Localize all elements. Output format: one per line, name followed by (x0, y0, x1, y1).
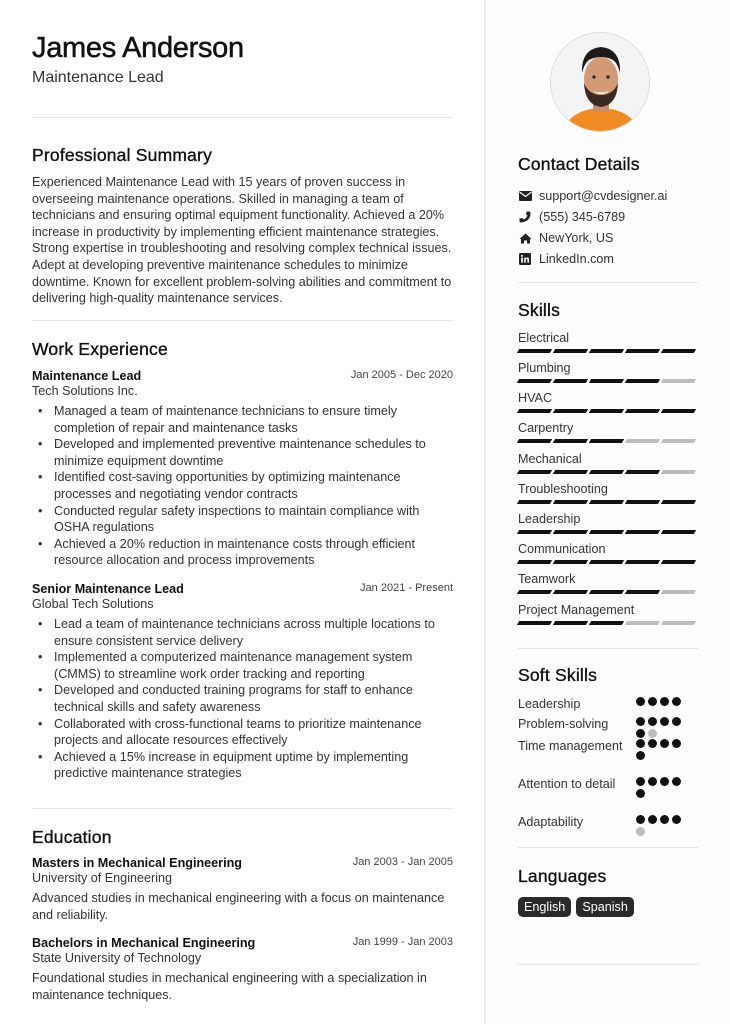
skill-level-bar (518, 409, 698, 413)
contact-location-text: NewYork, US (539, 231, 614, 245)
education-entry (32, 936, 453, 1003)
soft-skill-item (518, 814, 698, 831)
skill-bar-segment (553, 560, 588, 564)
skill-bar-segment (661, 621, 696, 625)
bullet-item: • Conducted regular safety inspections to maintain compliance with OSHA regulations (32, 503, 453, 536)
soft-skill-item (518, 716, 698, 733)
soft-skill-name: Attention to detail (518, 777, 616, 791)
skill-name: Project Management (518, 603, 635, 617)
skill-bar-segment (661, 500, 696, 504)
job-bullets (32, 616, 453, 782)
skill-bar-segment (553, 470, 588, 474)
skill-bar-segment (553, 530, 588, 534)
soft-skill-name: Time management (518, 739, 623, 753)
rating-dot (648, 739, 657, 748)
skill-name: Teamwork (518, 572, 576, 586)
rating-dot (636, 789, 645, 798)
skill-bar-segment (553, 439, 588, 443)
skill-bar-segment (661, 590, 696, 594)
degree: Bachelors in Mechanical Engineering (32, 936, 256, 950)
bullet-item: • Collaborated with cross-functional teams to prioritize maintenance projects and allocate resources effectively (32, 716, 453, 749)
contact-heading: Contact Details (518, 154, 640, 174)
skill-level-bar (518, 470, 698, 474)
soft-skills-heading: Soft Skills (518, 665, 598, 685)
skill-level-bar (518, 621, 698, 625)
skill-bar-segment (517, 349, 552, 353)
sidebar (486, 0, 730, 1024)
language-badge: Spanish (576, 897, 634, 917)
skill-bar-segment (589, 560, 624, 564)
rating-dot (660, 815, 669, 824)
job-dates: Jan 2021 - Present (360, 582, 453, 594)
rating-dot (648, 717, 657, 726)
skill-name: Communication (518, 542, 606, 556)
job-entry (32, 369, 453, 569)
education-heading: Education (32, 827, 112, 847)
skill-level-bar (518, 349, 698, 353)
skill-bar-segment (661, 379, 696, 383)
education-entry (32, 856, 453, 923)
skill-bar-segment (589, 621, 624, 625)
skill-item (518, 542, 698, 564)
skill-item (518, 603, 698, 625)
skill-bar-segment (625, 621, 660, 625)
skill-level-bar (518, 500, 698, 504)
degree: Masters in Mechanical Engineering (32, 856, 242, 870)
rating-dot (636, 717, 645, 726)
soft-skill-item (518, 738, 698, 755)
languages-list (518, 897, 634, 917)
skill-level-bar (518, 439, 698, 443)
soft-skill-rating (636, 697, 688, 706)
rating-dot (672, 815, 681, 824)
contact-location (518, 230, 613, 246)
skill-bar-segment (625, 379, 660, 383)
job-entry (32, 582, 453, 782)
contact-divider (518, 282, 698, 283)
rating-dot (636, 777, 645, 786)
soft-skill-item (518, 776, 698, 793)
skill-bar-segment (553, 409, 588, 413)
skill-item (518, 421, 698, 443)
skill-item (518, 331, 698, 353)
skill-bar-segment (589, 409, 624, 413)
rating-dot (636, 729, 645, 738)
skill-item (518, 482, 698, 504)
bullet-item: • Implemented a computerized maintenance management system (CMMS) to streamline work order tracking and reporting (32, 649, 453, 682)
soft-skill-item (518, 696, 698, 713)
soft-skill-rating (636, 815, 688, 836)
skill-bar-segment (625, 560, 660, 564)
skill-bar-segment (589, 379, 624, 383)
skill-bar-segment (589, 590, 624, 594)
language-badge: English (518, 897, 571, 917)
skills-divider (518, 648, 698, 649)
skill-bar-segment (625, 349, 660, 353)
rating-dot (660, 739, 669, 748)
skill-bar-segment (517, 590, 552, 594)
skill-bar-segment (661, 409, 696, 413)
sidebar-content (518, 0, 698, 1024)
skill-name: HVAC (518, 391, 553, 405)
contact-email[interactable] (518, 188, 667, 204)
education-dates: Jan 1999 - Jan 2003 (352, 936, 453, 948)
experience-divider (32, 808, 453, 809)
envelope-icon (518, 189, 532, 203)
contact-email-text: support@cvdesigner.ai (539, 189, 668, 203)
experience-heading: Work Experience (32, 339, 168, 359)
bullet-item: • Achieved a 20% reduction in maintenance costs through efficient resource allocation and process improvements (32, 536, 453, 569)
bullet-item: • Developed and implemented preventive maintenance schedules to minimize equipment downtime (32, 436, 453, 469)
skill-level-bar (518, 379, 698, 383)
skill-bar-segment (661, 530, 696, 534)
soft-skill-rating (636, 717, 688, 738)
rating-dot (672, 697, 681, 706)
home-icon (518, 231, 532, 245)
soft-skill-name: Problem-solving (518, 717, 609, 731)
skill-bar-segment (517, 560, 552, 564)
bullet-item: • Identified cost-saving opportunities by optimizing maintenance processes and negotiating vendor contracts (32, 469, 453, 502)
rating-dot (672, 739, 681, 748)
summary-divider (32, 320, 453, 321)
skill-bar-segment (625, 500, 660, 504)
skill-item (518, 512, 698, 534)
skill-name: Mechanical (518, 452, 582, 466)
skill-item (518, 452, 698, 474)
rating-dot (648, 777, 657, 786)
skill-bar-segment (553, 500, 588, 504)
rating-dot (648, 697, 657, 706)
rating-dot (636, 827, 645, 836)
skill-bar-segment (517, 500, 552, 504)
rating-dot (648, 815, 657, 824)
skill-name: Troubleshooting (518, 482, 608, 496)
skill-bar-segment (625, 439, 660, 443)
skill-bar-segment (625, 590, 660, 594)
rating-dot (648, 729, 657, 738)
soft-skill-rating (636, 777, 688, 798)
rating-dot (672, 777, 681, 786)
summary-heading: Professional Summary (32, 145, 213, 165)
skill-level-bar (518, 530, 698, 534)
candidate-title: Maintenance Lead (32, 69, 164, 86)
skill-name: Carpentry (518, 421, 574, 435)
job-company: Global Tech Solutions (32, 597, 154, 611)
rating-dot (660, 697, 669, 706)
skill-bar-segment (661, 439, 696, 443)
skill-bar-segment (517, 439, 552, 443)
rating-dot (672, 717, 681, 726)
school: University of Engineering (32, 871, 173, 885)
rating-dot (636, 739, 645, 748)
education-description: Advanced studies in mechanical engineering with a focus on maintenance and reliability. (32, 891, 445, 922)
skill-bar-segment (589, 500, 624, 504)
rating-dot (660, 777, 669, 786)
skill-bar-segment (553, 621, 588, 625)
skill-item (518, 572, 698, 594)
bullet-item: • Achieved a 15% increase in equipment uptime by implementing predictive maintenance strategies (32, 749, 453, 782)
soft-skill-name: Leadership (518, 697, 581, 711)
job-bullets (32, 403, 453, 569)
skill-bar-segment (517, 470, 552, 474)
skill-bar-segment (589, 470, 624, 474)
job-company: Tech Solutions Inc. (32, 384, 138, 398)
skill-item (518, 391, 698, 413)
skill-bar-segment (553, 379, 588, 383)
skill-bar-segment (589, 349, 624, 353)
skill-bar-segment (661, 560, 696, 564)
rating-dot (636, 815, 645, 824)
skill-bar-segment (517, 621, 552, 625)
candidate-name: James Anderson (32, 32, 244, 64)
phone-icon (518, 210, 532, 224)
job-dates: Jan 2005 - Dec 2020 (350, 369, 453, 381)
skill-bar-segment (625, 470, 660, 474)
rating-dot (636, 751, 645, 760)
contact-phone[interactable] (518, 209, 625, 225)
bullet-item: • Lead a team of maintenance technicians across multiple locations to ensure consistent service delivery (32, 616, 453, 649)
languages-heading: Languages (518, 866, 607, 886)
skill-bar-segment (625, 530, 660, 534)
contact-linkedin[interactable] (518, 251, 614, 267)
rating-dot (660, 717, 669, 726)
skill-bar-segment (517, 379, 552, 383)
skill-level-bar (518, 590, 698, 594)
summary-text: Experienced Maintenance Lead with 15 years of proven success in overseeing maintenance operations. Skilled in managing a team of technicians and ensuring optimal equipment functionality. Achieved a 20% increase in productivity by implementing efficient maintenance strategies. Strong expertise in troubleshooting and resolving complex technical issues. Adept at developing preventive maintenance schedules to minimize downtime. Known for excellent problem-solving abilities and commitment to delivering high-quality maintenance services. (32, 175, 452, 306)
contact-phone-text: (555) 345-6789 (539, 210, 626, 224)
skill-bar-segment (553, 590, 588, 594)
bullet-item: • Developed and conducted training programs for staff to enhance technical skills and safety awareness (32, 682, 453, 715)
linkedin-icon (518, 252, 532, 266)
skill-bar-segment (517, 530, 552, 534)
soft-skills-divider (518, 847, 698, 848)
education-description: Foundational studies in mechanical engineering with a specialization in maintenance techniques. (32, 971, 427, 1002)
skill-bar-segment (661, 349, 696, 353)
job-title: Senior Maintenance Lead (32, 582, 184, 596)
skill-bar-segment (625, 409, 660, 413)
education-dates: Jan 2003 - Jan 2005 (352, 856, 453, 868)
skill-bar-segment (589, 439, 624, 443)
skill-bar-segment (553, 349, 588, 353)
skill-level-bar (518, 560, 698, 564)
skill-bar-segment (517, 409, 552, 413)
header-divider (32, 117, 453, 118)
languages-divider (518, 964, 698, 965)
skill-name: Electrical (518, 331, 570, 345)
rating-dot (636, 697, 645, 706)
skill-name: Plumbing (518, 361, 571, 375)
skill-item (518, 361, 698, 383)
job-title: Maintenance Lead (32, 369, 142, 383)
skill-bar-segment (589, 530, 624, 534)
soft-skill-name: Adaptability (518, 815, 584, 829)
skills-heading: Skills (518, 300, 561, 320)
soft-skill-rating (636, 739, 688, 760)
skill-bar-segment (661, 470, 696, 474)
bullet-item: • Managed a team of maintenance technicians to ensure timely completion of repair and maintenance tasks (32, 403, 453, 436)
school: State University of Technology (32, 951, 202, 965)
skill-name: Leadership (518, 512, 581, 526)
contact-linkedin-text: LinkedIn.com (539, 252, 614, 266)
